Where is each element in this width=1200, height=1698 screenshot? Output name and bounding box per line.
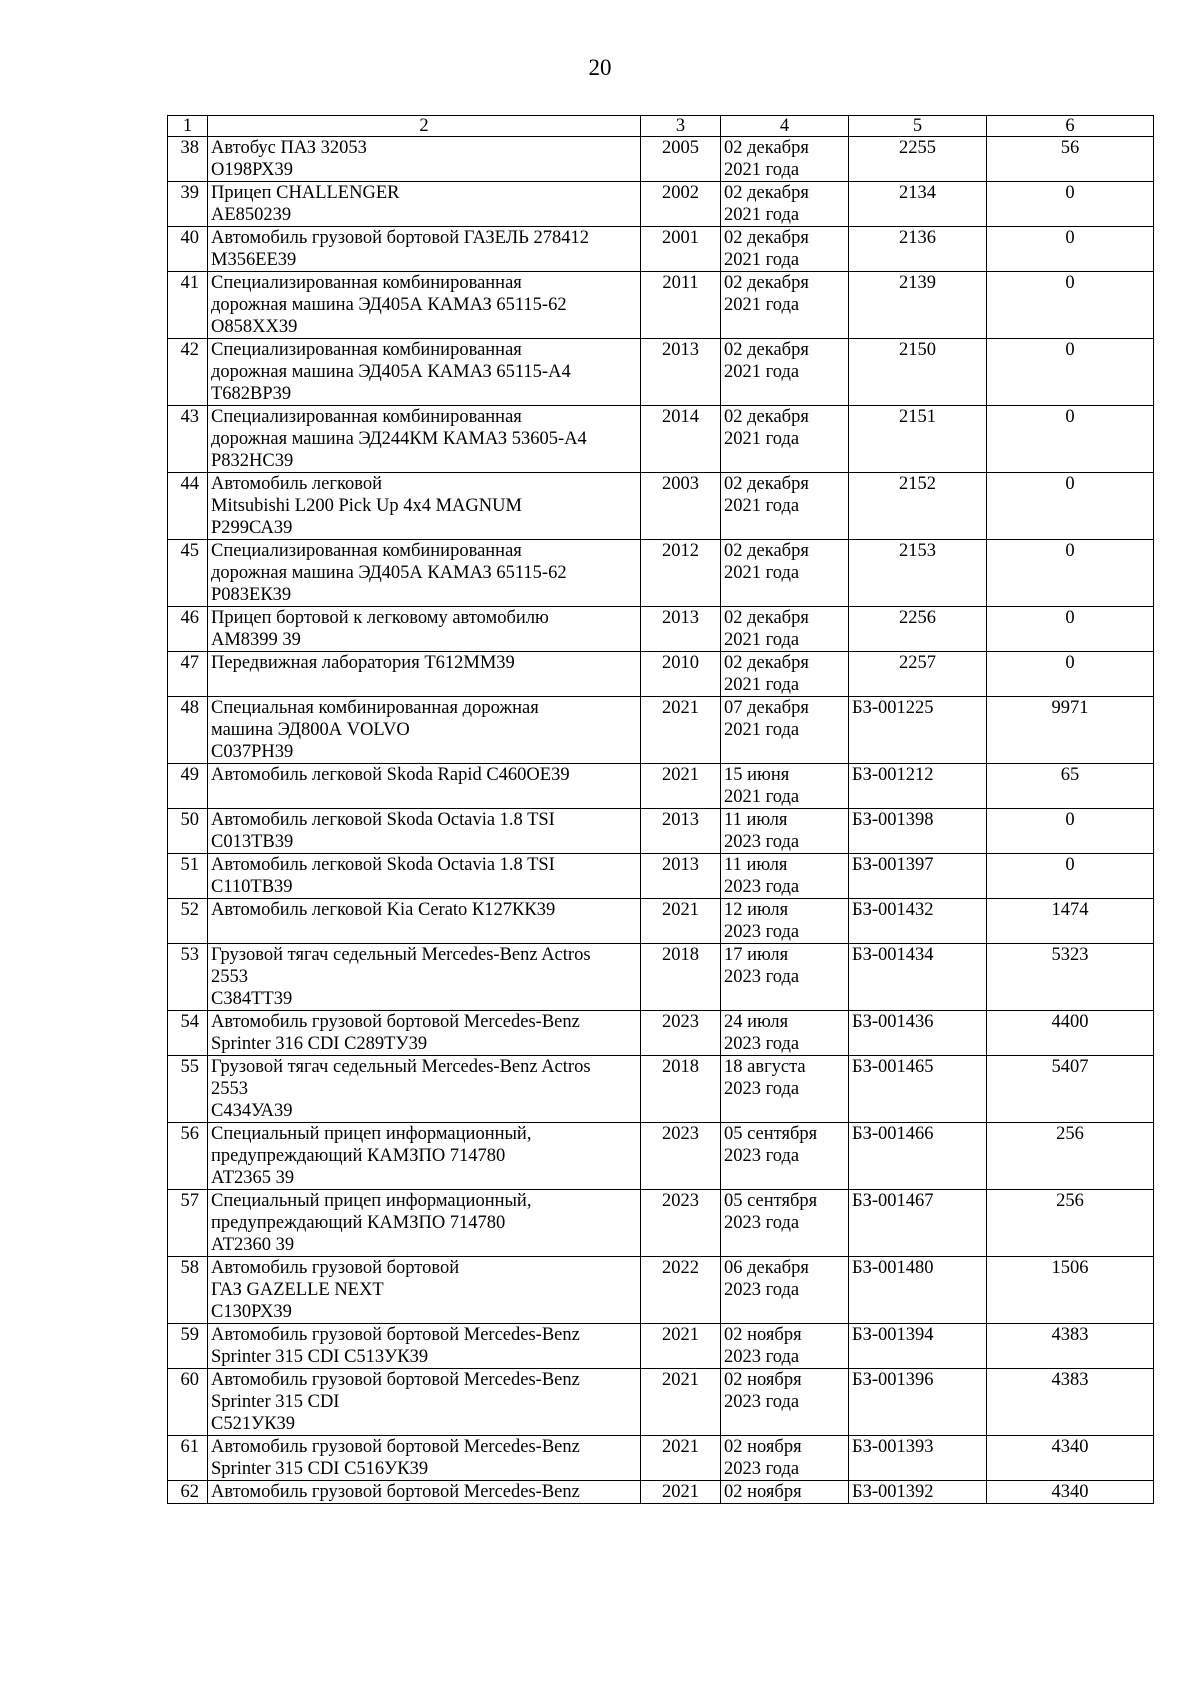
inventory-number-cell: БЗ-001225: [849, 697, 987, 764]
date-cell-line: 02 декабря: [724, 228, 809, 248]
vehicle-name-cell-line: Специальная комбинированная дорожная: [211, 698, 539, 718]
vehicle-name-cell: [208, 944, 641, 1011]
value-cell: 4400: [987, 1011, 1154, 1056]
date-cell: [721, 1056, 849, 1123]
inventory-number-cell: 2255: [849, 137, 987, 182]
vehicle-name-cell-line: О858ХХ39: [211, 317, 298, 337]
value-cell: 0: [987, 339, 1154, 406]
header-cell: 6: [987, 116, 1154, 137]
vehicle-name-cell-line: предупреждающий КАМЗПО 714780: [211, 1146, 506, 1166]
inventory-number-cell: 2257: [849, 652, 987, 697]
date-cell-line: 05 сентября: [724, 1124, 818, 1144]
row-number-cell: 60: [168, 1369, 208, 1436]
vehicle-name-cell-line: 2553: [211, 1079, 248, 1099]
value-cell: 4383: [987, 1369, 1154, 1436]
date-cell: [721, 1257, 849, 1324]
date-cell-line: 15 июня: [724, 765, 790, 785]
vehicle-name-cell-line: Специализированная комбинированная: [211, 273, 522, 293]
year-cell: 2018: [641, 1056, 721, 1123]
date-cell-line: 12 июля: [724, 900, 789, 920]
inventory-number-cell: БЗ-001394: [849, 1324, 987, 1369]
vehicle-name-cell: [208, 1056, 641, 1123]
date-cell-line: 02 ноября: [724, 1370, 802, 1390]
year-cell: 2021: [641, 764, 721, 809]
inventory-number-cell: БЗ-001392: [849, 1481, 987, 1504]
vehicle-name-cell-line: Специальный прицеп информационный,: [211, 1124, 532, 1144]
inventory-number-cell: БЗ-001480: [849, 1257, 987, 1324]
year-cell: 2002: [641, 182, 721, 227]
row-number-cell: 51: [168, 854, 208, 899]
vehicle-name-cell-line: Специализированная комбинированная: [211, 541, 522, 561]
vehicle-name-cell-line: С013ТВ39: [211, 832, 294, 852]
date-cell-line: 2021 года: [724, 563, 800, 583]
vehicle-name-cell-line: дорожная машина ЭД244КМ КАМАЗ 53605-А4: [211, 429, 587, 449]
date-cell: [721, 473, 849, 540]
vehicle-name-cell-line: Автомобиль грузовой бортовой Mercedes-Benz: [211, 1437, 580, 1457]
inventory-number-cell: БЗ-001396: [849, 1369, 987, 1436]
date-cell-line: 2023 года: [724, 967, 800, 987]
table-row: [168, 1056, 1154, 1123]
row-number-cell: 44: [168, 473, 208, 540]
table-row: [168, 182, 1154, 227]
row-number-cell: 50: [168, 809, 208, 854]
vehicle-name-cell-line: Автобус ПАЗ 32053: [211, 138, 367, 158]
row-number-cell: 55: [168, 1056, 208, 1123]
date-cell-line: 2021 года: [724, 160, 800, 180]
value-cell: 0: [987, 272, 1154, 339]
vehicle-name-cell-line: предупреждающий КАМЗПО 714780: [211, 1213, 506, 1233]
value-cell: 5323: [987, 944, 1154, 1011]
row-number-cell: 62: [168, 1481, 208, 1504]
vehicle-name-cell-line: дорожная машина ЭД405А КАМАЗ 65115-А4: [211, 362, 571, 382]
vehicle-name-cell-line: Прицеп бортовой к легковому автомобилю: [211, 608, 549, 628]
row-number-cell: 59: [168, 1324, 208, 1369]
vehicle-name-cell-line: 2553: [211, 967, 248, 987]
inventory-number-cell: 2150: [849, 339, 987, 406]
inventory-number-cell: 2152: [849, 473, 987, 540]
value-cell: 4383: [987, 1324, 1154, 1369]
inventory-number-cell: 2136: [849, 227, 987, 272]
date-cell-line: 2023 года: [724, 1347, 800, 1367]
date-cell-line: 2023 года: [724, 922, 800, 942]
inventory-number-cell: БЗ-001465: [849, 1056, 987, 1123]
inventory-number-cell: 2151: [849, 406, 987, 473]
vehicle-name-cell: [208, 1011, 641, 1056]
table-row: [168, 764, 1154, 809]
row-number-cell: 47: [168, 652, 208, 697]
vehicle-name-cell-line: Р832НС39: [211, 451, 294, 471]
date-cell: [721, 182, 849, 227]
value-cell: 56: [987, 137, 1154, 182]
vehicle-name-cell-line: О198РХ39: [211, 160, 293, 180]
table-row: [168, 137, 1154, 182]
value-cell: 0: [987, 652, 1154, 697]
vehicle-name-cell-line: Mitsubishi L200 Pick Up 4x4 MAGNUM: [211, 496, 522, 516]
vehicle-name-cell-line: Автомобиль легковой Skoda Octavia 1.8 TSI: [211, 855, 555, 875]
vehicle-name-cell-line: Р083ЕК39: [211, 585, 292, 605]
value-cell: 0: [987, 227, 1154, 272]
date-cell: [721, 406, 849, 473]
vehicle-name-cell-line: С384ТТ39: [211, 989, 293, 1009]
value-cell: 1506: [987, 1257, 1154, 1324]
vehicle-name-cell: [208, 1436, 641, 1481]
inventory-number-cell: БЗ-001467: [849, 1190, 987, 1257]
row-number-cell: 43: [168, 406, 208, 473]
table-row: [168, 227, 1154, 272]
vehicle-name-cell-line: С434УА39: [211, 1101, 293, 1121]
vehicle-name-cell: [208, 227, 641, 272]
value-cell: 0: [987, 182, 1154, 227]
row-number-cell: 52: [168, 899, 208, 944]
vehicle-name-cell: [208, 697, 641, 764]
table-row: [168, 854, 1154, 899]
inventory-number-cell: 2256: [849, 607, 987, 652]
row-number-cell: 38: [168, 137, 208, 182]
vehicle-name-cell: [208, 473, 641, 540]
vehicle-name-cell: [208, 764, 641, 809]
row-number-cell: 53: [168, 944, 208, 1011]
year-cell: 2021: [641, 1324, 721, 1369]
vehicle-name-cell-line: Автомобиль грузовой бортовой Mercedes-Benz: [211, 1325, 580, 1345]
vehicle-name-cell: [208, 339, 641, 406]
vehicle-name-cell: [208, 899, 641, 944]
value-cell: 256: [987, 1190, 1154, 1257]
row-number-cell: 42: [168, 339, 208, 406]
date-cell: [721, 1123, 849, 1190]
year-cell: 2021: [641, 1436, 721, 1481]
date-cell-line: 24 июля: [724, 1012, 789, 1032]
vehicle-name-cell: [208, 540, 641, 607]
date-cell: [721, 339, 849, 406]
year-cell: 2005: [641, 137, 721, 182]
year-cell: 2014: [641, 406, 721, 473]
vehicle-name-cell-line: АМ8399 39: [211, 630, 301, 650]
year-cell: 2012: [641, 540, 721, 607]
date-cell-line: 05 сентября: [724, 1191, 818, 1211]
date-cell-line: 2021 года: [724, 787, 800, 807]
date-cell: [721, 809, 849, 854]
date-cell: [721, 272, 849, 339]
date-cell: [721, 1436, 849, 1481]
table-row: [168, 809, 1154, 854]
date-cell-line: 02 декабря: [724, 407, 809, 427]
vehicle-name-cell-line: Sprinter 315 CDI С516УК39: [211, 1459, 429, 1479]
table-row: [168, 652, 1154, 697]
date-cell-line: 2021 года: [724, 362, 800, 382]
vehicle-name-cell-line: Автомобиль легковой: [211, 474, 383, 494]
vehicle-name-cell-line: Прицеп CHALLENGER: [211, 183, 400, 203]
row-number-cell: 45: [168, 540, 208, 607]
value-cell: 0: [987, 473, 1154, 540]
date-cell-line: 02 декабря: [724, 138, 809, 158]
vehicle-name-cell-line: машина ЭД800А VOLVO: [211, 720, 410, 740]
row-number-cell: 58: [168, 1257, 208, 1324]
date-cell-line: 2023 года: [724, 1392, 800, 1412]
inventory-number-cell: 2153: [849, 540, 987, 607]
date-cell-line: 2021 года: [724, 675, 800, 695]
year-cell: 2021: [641, 899, 721, 944]
date-cell-line: 2023 года: [724, 1034, 800, 1054]
vehicle-name-cell: [208, 1481, 641, 1504]
vehicle-name-cell-line: Sprinter 315 CDI: [211, 1392, 340, 1412]
inventory-number-cell: БЗ-001436: [849, 1011, 987, 1056]
value-cell: 4340: [987, 1436, 1154, 1481]
date-cell-line: 11 июля: [724, 855, 788, 875]
vehicle-name-cell-line: С130РХ39: [211, 1302, 292, 1322]
date-cell: [721, 1011, 849, 1056]
row-number-cell: 39: [168, 182, 208, 227]
inventory-number-cell: 2134: [849, 182, 987, 227]
row-number-cell: 57: [168, 1190, 208, 1257]
vehicle-name-cell-line: Т682ВР39: [211, 384, 292, 404]
vehicles-table: [167, 115, 1154, 1504]
date-cell-line: 02 декабря: [724, 541, 809, 561]
header-cell: 3: [641, 116, 721, 137]
year-cell: 2018: [641, 944, 721, 1011]
inventory-number-cell: БЗ-001212: [849, 764, 987, 809]
vehicle-name-cell-line: дорожная машина ЭД405А КАМАЗ 65115-62: [211, 295, 567, 315]
date-cell-line: 2021 года: [724, 429, 800, 449]
value-cell: 4340: [987, 1481, 1154, 1504]
year-cell: 2003: [641, 473, 721, 540]
table-row: [168, 944, 1154, 1011]
table-row: [168, 272, 1154, 339]
date-cell-line: 2021 года: [724, 250, 800, 270]
row-number-cell: 54: [168, 1011, 208, 1056]
date-cell: [721, 764, 849, 809]
vehicle-name-cell-line: Автомобиль грузовой бортовой: [211, 1258, 460, 1278]
vehicle-name-cell: [208, 1257, 641, 1324]
date-cell-line: 2023 года: [724, 1459, 800, 1479]
vehicle-name-cell-line: АТ2360 39: [211, 1235, 295, 1255]
header-cell: 5: [849, 116, 987, 137]
vehicle-name-cell-line: дорожная машина ЭД405А КАМАЗ 65115-62: [211, 563, 567, 583]
table-row: [168, 697, 1154, 764]
inventory-number-cell: БЗ-001432: [849, 899, 987, 944]
date-cell-line: 02 декабря: [724, 608, 809, 628]
table-row: [168, 406, 1154, 473]
vehicle-name-cell-line: С521УК39: [211, 1414, 296, 1434]
inventory-number-cell: БЗ-001398: [849, 809, 987, 854]
date-cell-line: 2021 года: [724, 496, 800, 516]
table-header-row: [168, 116, 1154, 137]
year-cell: 2013: [641, 339, 721, 406]
vehicle-name-cell-line: Автомобиль грузовой бортовой Mercedes-Benz: [211, 1370, 580, 1390]
date-cell-line: 02 декабря: [724, 273, 809, 293]
year-cell: 2013: [641, 809, 721, 854]
year-cell: 2021: [641, 697, 721, 764]
date-cell-line: 2023 года: [724, 1213, 800, 1233]
vehicle-name-cell: [208, 137, 641, 182]
vehicle-name-cell-line: Грузовой тягач седельный Mercedes-Benz Actros: [211, 945, 591, 965]
vehicle-name-cell-line: Р299СА39: [211, 518, 293, 538]
year-cell: 2021: [641, 1481, 721, 1504]
table-row: [168, 1369, 1154, 1436]
table-row: [168, 1190, 1154, 1257]
date-cell-line: 18 августа: [724, 1057, 806, 1077]
year-cell: 2010: [641, 652, 721, 697]
date-cell: [721, 899, 849, 944]
table-row: [168, 899, 1154, 944]
year-cell: 2023: [641, 1190, 721, 1257]
value-cell: 1474: [987, 899, 1154, 944]
date-cell: [721, 652, 849, 697]
vehicle-name-cell: [208, 1369, 641, 1436]
date-cell-line: 06 декабря: [724, 1258, 809, 1278]
page-number: 20: [588, 55, 612, 80]
vehicle-name-cell-line: Автомобиль легковой Skoda Rapid С460ОЕ39: [211, 765, 570, 785]
date-cell: [721, 854, 849, 899]
vehicle-name-cell-line: Передвижная лаборатория Т612ММ39: [211, 653, 515, 673]
date-cell: [721, 540, 849, 607]
vehicle-name-cell-line: АТ2365 39: [211, 1168, 295, 1188]
vehicle-name-cell: [208, 809, 641, 854]
table-row: [168, 1436, 1154, 1481]
header-cell: 2: [208, 116, 641, 137]
date-cell-line: 2021 года: [724, 205, 800, 225]
vehicle-name-cell: [208, 406, 641, 473]
row-number-cell: 48: [168, 697, 208, 764]
inventory-number-cell: БЗ-001397: [849, 854, 987, 899]
vehicle-name-cell-line: Sprinter 315 CDI С513УК39: [211, 1347, 429, 1367]
vehicle-name-cell: [208, 607, 641, 652]
date-cell-line: 02 декабря: [724, 340, 809, 360]
vehicle-name-cell-line: Sprinter 316 CDI С289ТУ39: [211, 1034, 428, 1054]
table-row: [168, 540, 1154, 607]
date-cell-line: 2021 года: [724, 630, 800, 650]
date-cell-line: 07 декабря: [724, 698, 809, 718]
vehicle-name-cell-line: М356ЕЕ39: [211, 250, 297, 270]
date-cell: [721, 944, 849, 1011]
vehicle-name-cell-line: С110ТВ39: [211, 877, 293, 897]
table-row: [168, 1324, 1154, 1369]
date-cell-line: 11 июля: [724, 810, 788, 830]
inventory-number-cell: БЗ-001434: [849, 944, 987, 1011]
vehicle-name-cell: [208, 652, 641, 697]
date-cell-line: 2023 года: [724, 1146, 800, 1166]
vehicle-name-cell-line: Грузовой тягач седельный Mercedes-Benz Actros: [211, 1057, 591, 1077]
value-cell: 5407: [987, 1056, 1154, 1123]
date-cell: [721, 1190, 849, 1257]
row-number-cell: 56: [168, 1123, 208, 1190]
date-cell-line: 02 ноября: [724, 1482, 802, 1502]
date-cell-line: 2023 года: [724, 1280, 800, 1300]
year-cell: 2021: [641, 1369, 721, 1436]
value-cell: 0: [987, 406, 1154, 473]
table-row: [168, 1123, 1154, 1190]
year-cell: 2013: [641, 607, 721, 652]
row-number-cell: 61: [168, 1436, 208, 1481]
header-cell: 4: [721, 116, 849, 137]
header-cell: 1: [168, 116, 208, 137]
value-cell: 0: [987, 540, 1154, 607]
row-number-cell: 40: [168, 227, 208, 272]
date-cell: [721, 1481, 849, 1504]
year-cell: 2001: [641, 227, 721, 272]
row-number-cell: 49: [168, 764, 208, 809]
vehicle-name-cell: [208, 272, 641, 339]
year-cell: 2023: [641, 1011, 721, 1056]
table-row: [168, 339, 1154, 406]
year-cell: 2023: [641, 1123, 721, 1190]
date-cell-line: 02 ноября: [724, 1325, 802, 1345]
year-cell: 2022: [641, 1257, 721, 1324]
date-cell-line: 2023 года: [724, 1079, 800, 1099]
year-cell: 2013: [641, 854, 721, 899]
date-cell-line: 02 декабря: [724, 653, 809, 673]
table-row: [168, 1011, 1154, 1056]
table-body: [168, 137, 1154, 1504]
vehicle-name-cell-line: С037РН39: [211, 742, 294, 762]
date-cell: [721, 137, 849, 182]
date-cell-line: 02 декабря: [724, 183, 809, 203]
year-cell: 2011: [641, 272, 721, 339]
vehicle-name-cell: [208, 182, 641, 227]
value-cell: 9971: [987, 697, 1154, 764]
vehicle-name-cell-line: Специализированная комбинированная: [211, 340, 522, 360]
table-row: [168, 1481, 1154, 1504]
vehicle-name-cell: [208, 1190, 641, 1257]
vehicle-name-cell-line: Автомобиль грузовой бортовой Mercedes-Benz: [211, 1482, 580, 1502]
inventory-number-cell: БЗ-001466: [849, 1123, 987, 1190]
value-cell: 0: [987, 854, 1154, 899]
vehicle-name-cell: [208, 1123, 641, 1190]
vehicle-name-cell-line: Специализированная комбинированная: [211, 407, 522, 427]
date-cell: [721, 607, 849, 652]
table-row: [168, 607, 1154, 652]
vehicle-name-cell-line: ГАЗ GAZELLE NEXT: [211, 1280, 384, 1300]
vehicle-name-cell: [208, 1324, 641, 1369]
vehicle-name-cell-line: Автомобиль грузовой бортовой Mercedes-Benz: [211, 1012, 580, 1032]
table-row: [168, 1257, 1154, 1324]
date-cell-line: 2023 года: [724, 832, 800, 852]
date-cell-line: 2023 года: [724, 877, 800, 897]
date-cell: [721, 227, 849, 272]
vehicle-name-cell-line: Автомобиль грузовой бортовой ГАЗЕЛЬ 278412: [211, 228, 589, 248]
date-cell-line: 2021 года: [724, 720, 800, 740]
date-cell: [721, 1324, 849, 1369]
row-number-cell: 41: [168, 272, 208, 339]
inventory-number-cell: БЗ-001393: [849, 1436, 987, 1481]
vehicle-name-cell-line: АЕ850239: [211, 205, 292, 225]
value-cell: 0: [987, 809, 1154, 854]
date-cell-line: 02 декабря: [724, 474, 809, 494]
table-row: [168, 473, 1154, 540]
value-cell: 256: [987, 1123, 1154, 1190]
inventory-number-cell: 2139: [849, 272, 987, 339]
vehicle-name-cell: [208, 854, 641, 899]
value-cell: 65: [987, 764, 1154, 809]
date-cell: [721, 1369, 849, 1436]
value-cell: 0: [987, 607, 1154, 652]
date-cell-line: 17 июля: [724, 945, 789, 965]
vehicle-name-cell-line: Специальный прицеп информационный,: [211, 1191, 532, 1211]
date-cell: [721, 697, 849, 764]
vehicle-name-cell-line: Автомобиль легковой Kia Cerato К127КК39: [211, 900, 556, 920]
vehicle-name-cell-line: Автомобиль легковой Skoda Octavia 1.8 TSI: [211, 810, 555, 830]
date-cell-line: 2021 года: [724, 295, 800, 315]
date-cell-line: 02 ноября: [724, 1437, 802, 1457]
row-number-cell: 46: [168, 607, 208, 652]
